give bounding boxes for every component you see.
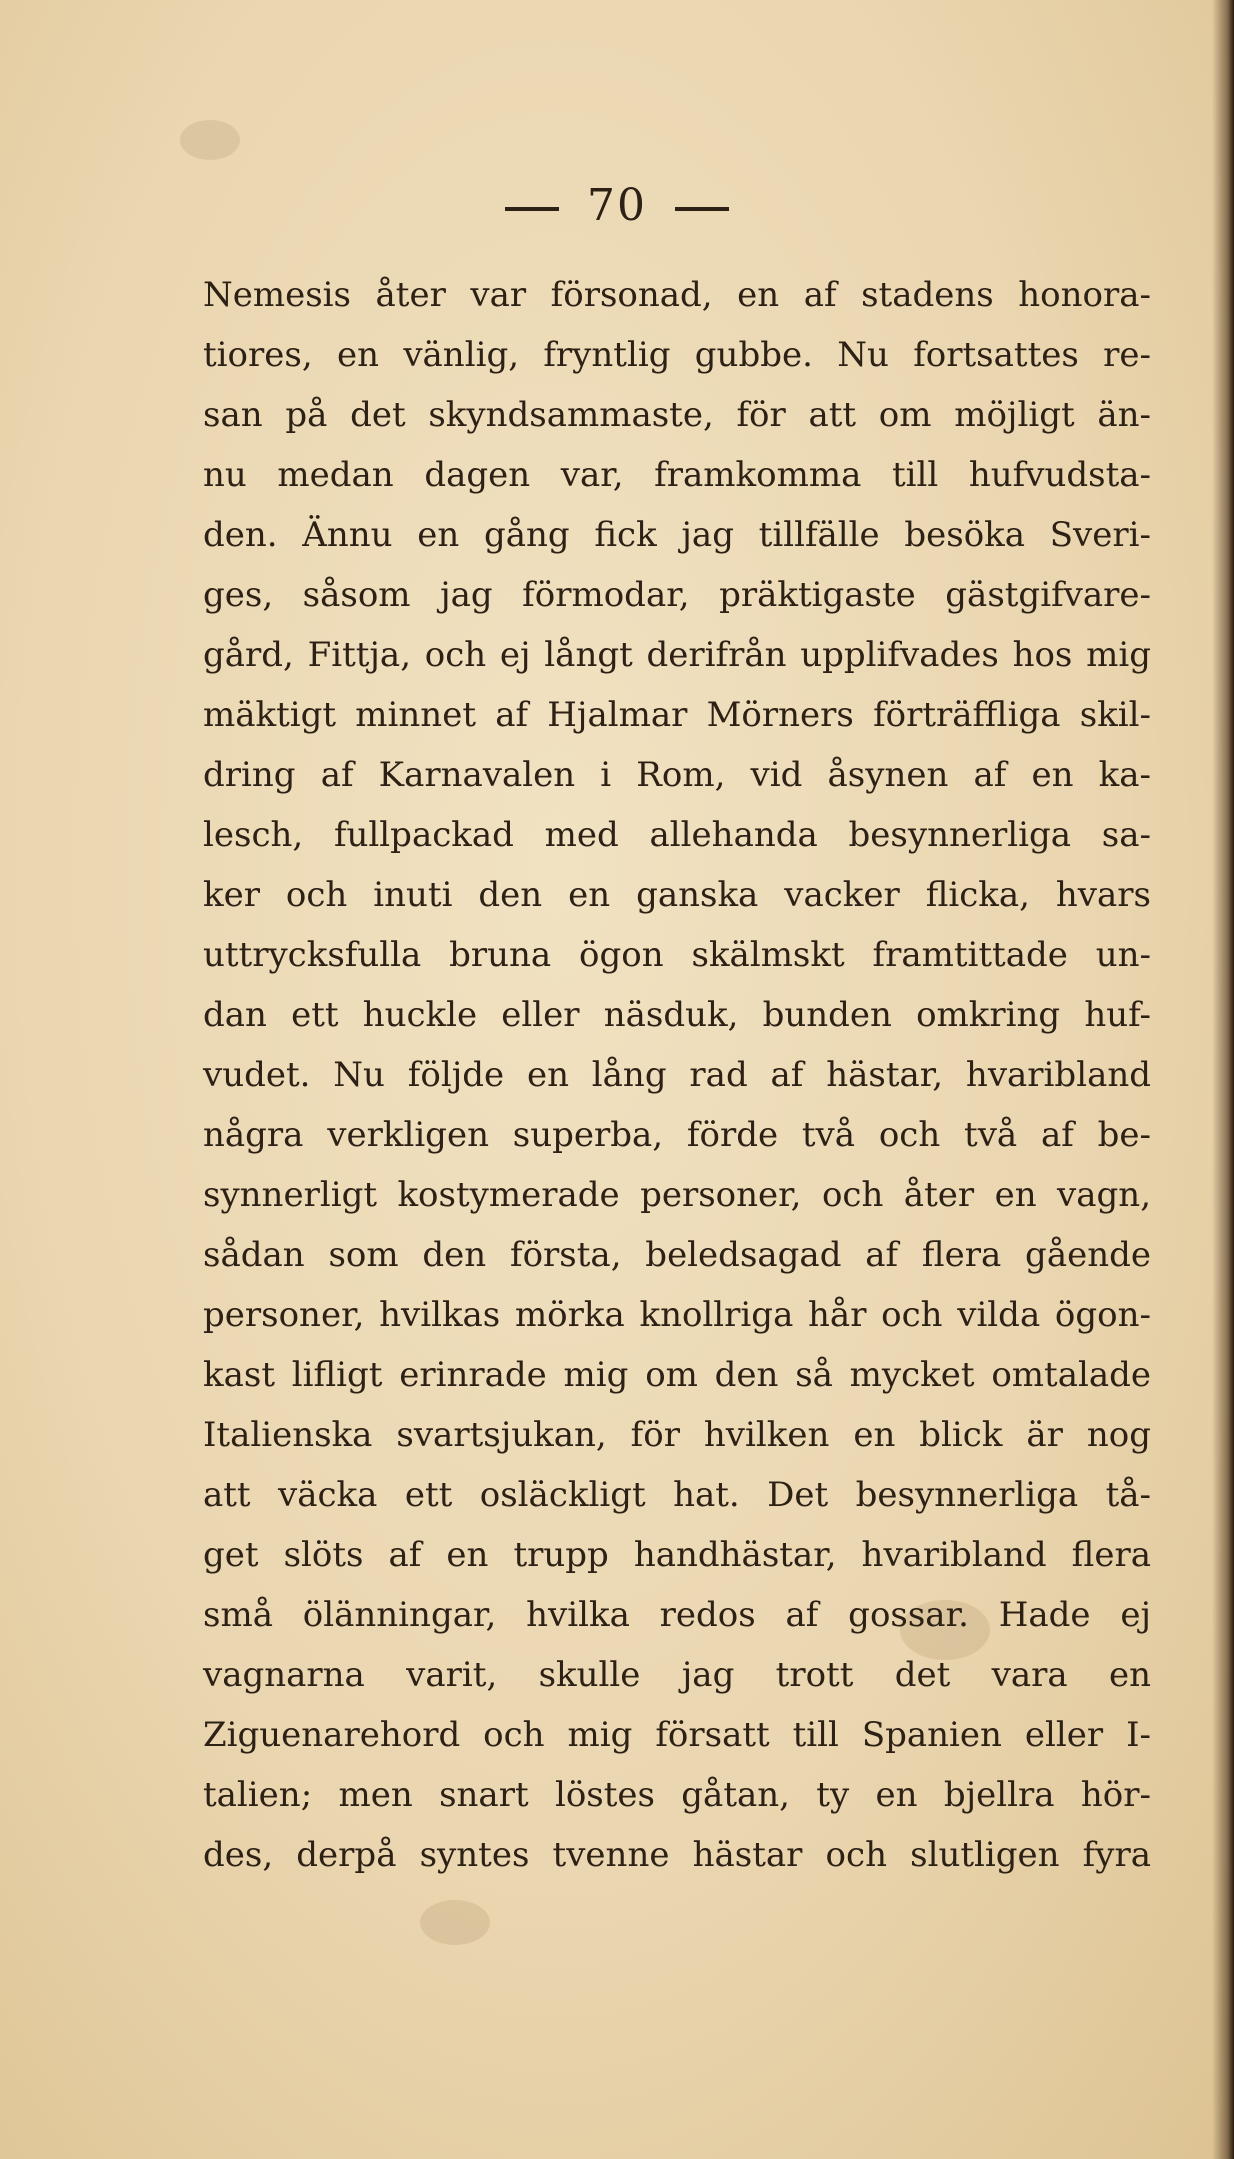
text-line: ker och inuti den en ganska vacker flicka, hvars — [203, 875, 1151, 915]
text-line: tiores, en vänlig, fryntlig gubbe. Nu fortsattes re- — [203, 335, 1151, 375]
text-line: uttrycksfulla bruna ögon skälmskt framtittade un- — [203, 935, 1151, 975]
text-line: lesch, fullpackad med allehanda besynnerliga sa- — [203, 815, 1151, 855]
paper-stain — [180, 120, 240, 160]
text-line: att väcka ett osläckligt hat. Det besynnerliga tå- — [203, 1475, 1151, 1515]
text-line: kast lifligt erinrade mig om den så mycket omtalade — [203, 1355, 1151, 1395]
page-header — [0, 180, 1234, 231]
text-line: ges, såsom jag förmodar, präktigaste gästgifvare- — [203, 575, 1151, 615]
text-line: synnerligt kostymerade personer, och åter en vagn, — [203, 1175, 1151, 1215]
text-line: san på det skyndsammaste, för att om möjligt än- — [203, 395, 1151, 435]
text-line: Ziguenarehord och mig försatt till Spanien eller I- — [203, 1715, 1151, 1755]
page-number: 70 — [587, 180, 647, 231]
text-line: gård, Fittja, och ej långt derifrån upplifvades hos mig — [203, 635, 1151, 675]
text-line: vagnarna varit, skulle jag trott det vara en — [203, 1655, 1151, 1695]
text-line: den. Ännu en gång fick jag tillfälle besöka Sveri- — [203, 515, 1151, 555]
text-line: sådan som den första, beledsagad af flera gående — [203, 1235, 1151, 1275]
text-line: några verkligen superba, förde två och två af be- — [203, 1115, 1151, 1155]
text-line: små ölänningar, hvilka redos af gossar. Hade ej — [203, 1595, 1151, 1635]
header-dash-left — [505, 207, 559, 211]
paper-stain — [420, 1900, 490, 1945]
text-line: talien; men snart löstes gåtan, ty en bjellra hör- — [203, 1775, 1151, 1815]
text-line: dring af Karnavalen i Rom, vid åsynen af en ka- — [203, 755, 1151, 795]
text-line: Nemesis åter var försonad, en af stadens honora- — [203, 275, 1151, 315]
page-body-text — [203, 265, 1151, 1885]
text-line: Italienska svartsjukan, för hvilken en blick är nog — [203, 1415, 1151, 1455]
text-line: personer, hvilkas mörka knollriga hår och vilda ögon- — [203, 1295, 1151, 1335]
header-dash-right — [675, 207, 729, 211]
text-line: mäktigt minnet af Hjalmar Mörners förträffliga skil- — [203, 695, 1151, 735]
text-line: des, derpå syntes tvenne hästar och slutligen fyra — [203, 1835, 1151, 1875]
text-line: dan ett huckle eller näsduk, bunden omkring huf- — [203, 995, 1151, 1035]
text-line: nu medan dagen var, framkomma till hufvudsta- — [203, 455, 1151, 495]
text-line: get slöts af en trupp handhästar, hvaribland flera — [203, 1535, 1151, 1575]
text-line: vudet. Nu följde en lång rad af hästar, hvaribland — [203, 1055, 1151, 1095]
